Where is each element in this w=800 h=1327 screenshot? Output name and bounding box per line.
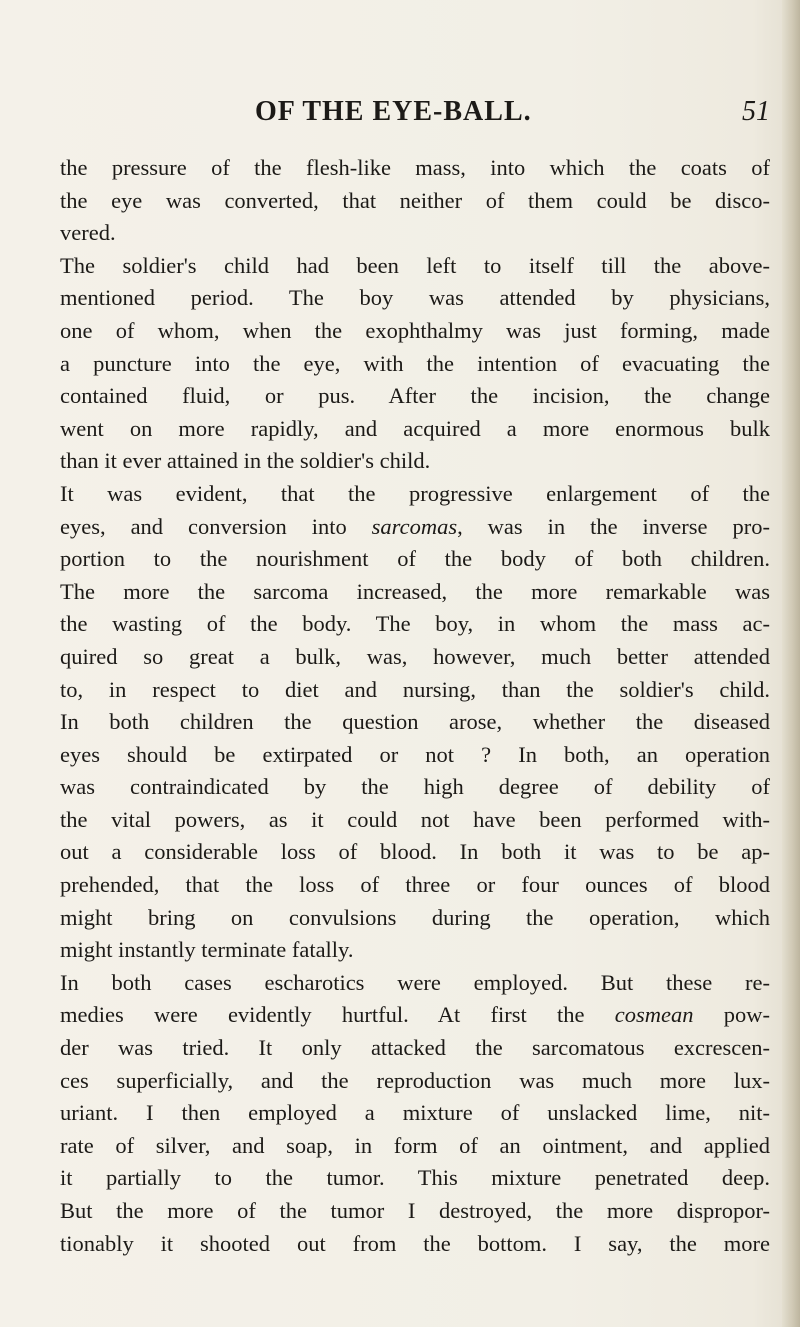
text-line: the vital powers, as it could not have been performed with- — [60, 806, 770, 832]
text-line: might bring on convulsions during the operation, which — [60, 904, 770, 930]
italic-term: sarcomas — [371, 513, 458, 539]
text-line: one of whom, when the exophthalmy was just forming, made — [60, 317, 770, 343]
text-line-with-italic — [60, 999, 770, 1032]
text-segment: eyes, and conversion into — [60, 513, 372, 539]
text-line: the eye was converted, that neither of them could be disco- — [60, 187, 770, 213]
text-line: rate of silver, and soap, in form of an ointment, and applied — [60, 1132, 770, 1158]
text-line: But the more of the tumor I destroyed, the more dispropor- — [60, 1198, 770, 1223]
running-head: OF THE EYE-BALL. — [255, 96, 532, 127]
text-line: It was evident, that the progressive enlargement of the — [60, 480, 770, 506]
text-line: vered. — [60, 220, 116, 246]
text-segment: , was in the inverse pro- — [457, 513, 770, 539]
text-line: out a considerable loss of blood. In both it was to be ap- — [60, 839, 770, 865]
text-line: The more the sarcoma increased, the more remarkable was — [60, 578, 770, 604]
text-line: mentioned period. The boy was attended by physicians, — [60, 285, 770, 311]
text-line: a puncture into the eye, with the intention of evacuating the — [60, 350, 770, 376]
text-line: the wasting of the body. The boy, in whom the mass ac- — [60, 611, 770, 637]
text-line: der was tried. It only attacked the sarcomatous excrescen- — [60, 1035, 770, 1061]
text-line: might instantly terminate fatally. — [60, 937, 354, 963]
text-line: eyes should be extirpated or not ? In both, an operation — [60, 741, 770, 767]
text-segment: pow- — [693, 1002, 770, 1028]
page-header — [0, 96, 800, 136]
text-line: In both children the question arose, whether the diseased — [60, 709, 770, 735]
text-line-with-italic — [60, 511, 770, 544]
page-edge-shadow — [782, 0, 800, 1327]
text-line: to, in respect to diet and nursing, than the soldier's child. — [60, 676, 770, 702]
italic-term: cosmean — [614, 1002, 694, 1028]
text-segment: medies were evidently hurtful. At first the — [60, 1002, 615, 1028]
text-line: was contraindicated by the high degree of debility of — [60, 774, 770, 800]
text-line: the pressure of the flesh-like mass, into which the coats of — [60, 155, 770, 180]
text-line: portion to the nourishment of the body of both children. — [60, 546, 770, 572]
text-line: than it ever attained in the soldier's child. — [60, 448, 431, 474]
text-line: tionably it shooted out from the bottom. I say, the more — [60, 1230, 770, 1256]
page-number: 51 — [742, 96, 770, 127]
text-line: went on more rapidly, and acquired a more enormous bulk — [60, 415, 770, 441]
body-text — [60, 152, 770, 1260]
text-line: prehended, that the loss of three or four ounces of blood — [60, 872, 770, 898]
text-line: it partially to the tumor. This mixture penetrated deep. — [60, 1165, 770, 1191]
text-line: The soldier's child had been left to itself till the above- — [60, 252, 770, 278]
text-line: contained fluid, or pus. After the incision, the change — [60, 383, 770, 409]
text-line: uriant. I then employed a mixture of unslacked lime, nit- — [60, 1100, 770, 1126]
text-line: quired so great a bulk, was, however, much better attended — [60, 643, 770, 669]
text-line: ces superficially, and the reproduction was much more lux- — [60, 1067, 770, 1093]
text-line: In both cases escharotics were employed. But these re- — [60, 969, 770, 995]
